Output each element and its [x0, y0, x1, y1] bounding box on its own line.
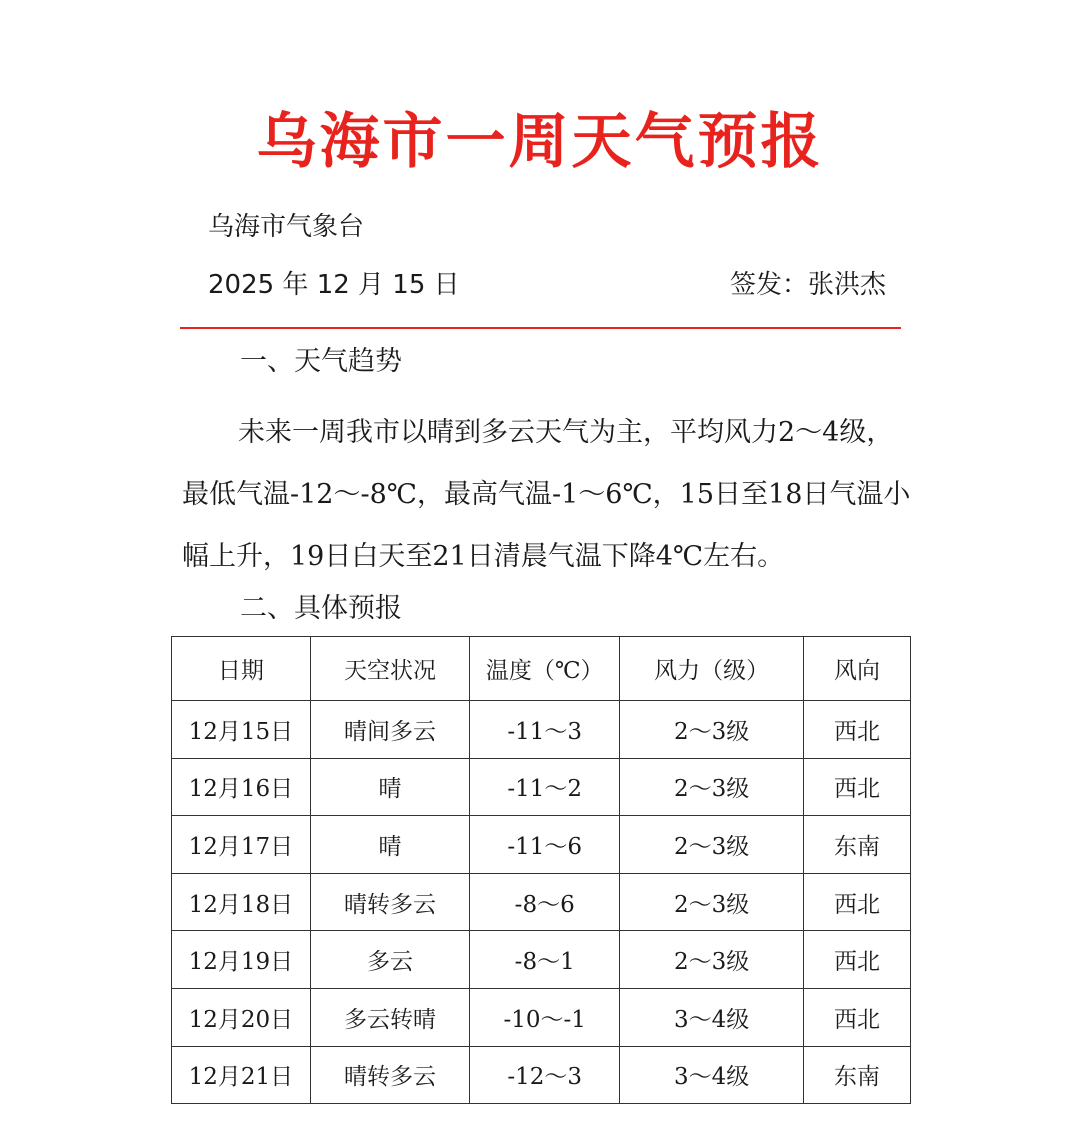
cell-wind-direction: 西北	[803, 758, 910, 816]
cell-wind-force: 2～3级	[620, 758, 804, 816]
table-header-row	[172, 637, 911, 701]
cell-sky: 多云	[310, 931, 469, 989]
cell-wind-force: 2～3级	[620, 873, 804, 931]
cell-date: 12月17日	[172, 816, 311, 874]
table-row	[172, 931, 911, 989]
table-row	[172, 988, 911, 1046]
cell-date: 12月20日	[172, 988, 311, 1046]
cell-temperature: -8～1	[470, 931, 620, 989]
cell-date: 12月21日	[172, 1046, 311, 1104]
cell-wind-force: 2～3级	[620, 931, 804, 989]
issuer-name: 乌海市气象台	[208, 212, 365, 242]
header-temperature: 温度（℃）	[470, 637, 620, 701]
cell-wind-direction: 西北	[803, 931, 910, 989]
cell-wind-direction: 西北	[803, 988, 910, 1046]
section-heading-detail: 二、具体预报	[240, 593, 402, 624]
cell-wind-direction: 西北	[803, 701, 910, 759]
table-row	[172, 1046, 911, 1104]
cell-temperature: -11～6	[470, 816, 620, 874]
cell-temperature: -8～6	[470, 873, 620, 931]
cell-wind-direction: 西北	[803, 873, 910, 931]
cell-temperature: -11～3	[470, 701, 620, 759]
cell-sky: 晴转多云	[310, 873, 469, 931]
issue-date: 2025 年 12 月 15 日	[208, 270, 460, 300]
cell-sky: 晴	[310, 758, 469, 816]
section-heading-trend: 一、天气趋势	[240, 346, 402, 377]
cell-wind-direction: 东南	[803, 1046, 910, 1104]
cell-temperature: -10～-1	[470, 988, 620, 1046]
cell-date: 12月16日	[172, 758, 311, 816]
header-date: 日期	[172, 637, 311, 701]
header-wind-direction: 风向	[803, 637, 910, 701]
signer: 签发：张洪杰	[729, 270, 886, 300]
cell-wind-force: 3～4级	[620, 1046, 804, 1104]
cell-wind-direction: 东南	[803, 816, 910, 874]
cell-date: 12月18日	[172, 873, 311, 931]
table-row	[172, 701, 911, 759]
header-sky: 天空状况	[310, 637, 469, 701]
red-divider	[180, 327, 901, 329]
cell-sky: 晴转多云	[310, 1046, 469, 1104]
cell-temperature: -12～3	[470, 1046, 620, 1104]
forecast-table	[171, 636, 911, 1104]
cell-wind-force: 2～3级	[620, 701, 804, 759]
cell-date: 12月15日	[172, 701, 311, 759]
cell-sky: 晴	[310, 816, 469, 874]
cell-sky: 多云转晴	[310, 988, 469, 1046]
cell-date: 12月19日	[172, 931, 311, 989]
table-row	[172, 816, 911, 874]
document-title: 乌海市一周天气预报	[256, 107, 824, 177]
table-row	[172, 873, 911, 931]
cell-wind-force: 2～3级	[620, 816, 804, 874]
cell-temperature: -11～2	[470, 758, 620, 816]
header-wind-force: 风力（级）	[620, 637, 804, 701]
cell-sky: 晴间多云	[310, 701, 469, 759]
trend-paragraph: 未来一周我市以晴到多云天气为主，平均风力2～4级，最低气温-12～-8℃，最高气温-1～6℃，15日至18日气温小幅上升，19日白天至21日清晨气温下降4℃左右。	[182, 417, 911, 572]
table-row	[172, 758, 911, 816]
cell-wind-force: 3～4级	[620, 988, 804, 1046]
